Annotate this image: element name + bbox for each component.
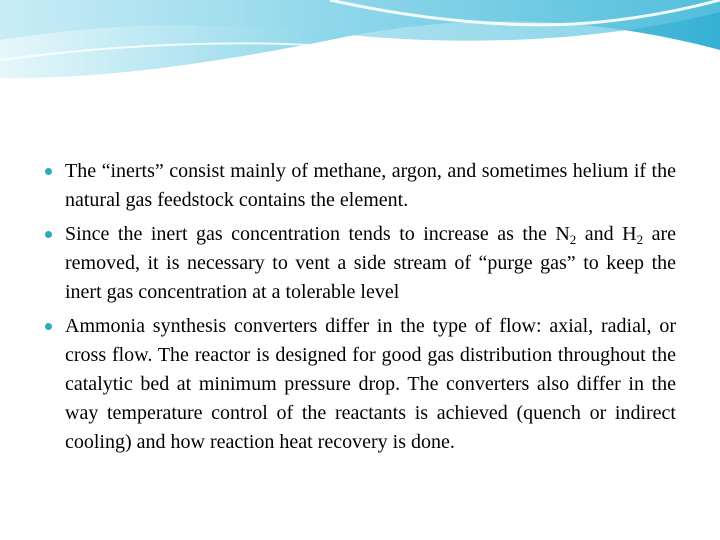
slide-content <box>44 157 676 462</box>
subscript: 2 <box>636 232 644 247</box>
bullet-text-part: are removed, it is necessary to vent a side stream of “purge gas” to keep the inert gas concentration at a tolerable level <box>65 223 676 303</box>
bullet-text-part: and H <box>576 223 637 245</box>
bullet-list <box>44 157 676 457</box>
bullet-item-inerts <box>44 157 676 215</box>
bullet-dot-icon <box>45 168 52 175</box>
bullet-text: Ammonia synthesis converters differ in the type of flow: axial, radial, or cross flow. The reactor is designed for good gas distribution throughout the catalytic bed at minimum pressure drop. The converters also differ in the way temperature control of the reactants is achieved (quench or indirect cooling) and how reaction heat recovery is done. <box>65 315 676 453</box>
bullet-dot-icon <box>45 323 52 330</box>
subscript: 2 <box>569 232 577 247</box>
bullet-item-purge-gas <box>44 220 676 307</box>
bullet-text: The “inerts” consist mainly of methane, argon, and sometimes helium if the natural gas feedstock contains the element. <box>65 160 676 211</box>
header-wave-decoration <box>0 0 720 80</box>
bullet-item-converters <box>44 312 676 457</box>
bullet-text-part: Since the inert gas concentration tends to increase as the N <box>65 223 570 245</box>
bullet-dot-icon <box>45 231 52 238</box>
